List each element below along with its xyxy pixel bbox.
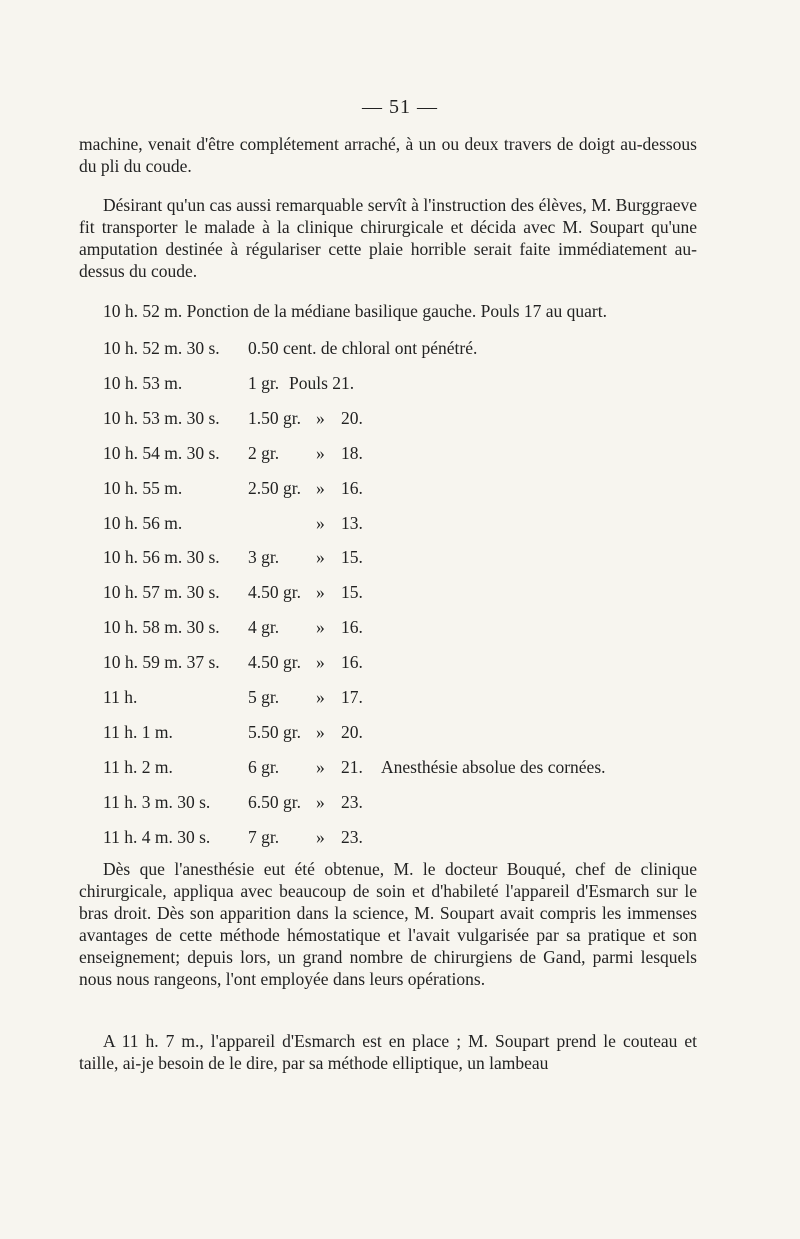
- log-dose: 0.50 cent. de chloral ont pénétré.: [248, 338, 478, 358]
- ponction-line: 10 h. 52 m. Ponction de la médiane basilique gauche. Pouls 17 au quart.: [103, 301, 607, 321]
- page-number: — 51 —: [362, 96, 438, 118]
- log-pulse: 17.: [341, 687, 363, 707]
- log-pulse: 20.: [341, 407, 363, 428]
- log-dose: 4.50 gr.: [248, 652, 301, 673]
- log-pulse: 23.: [341, 826, 363, 847]
- log-dose: 7 gr.: [248, 826, 280, 847]
- log-time: 11 h.: [103, 687, 138, 707]
- log-dose: 1 gr.: [248, 372, 280, 393]
- log-pulse: 23.: [341, 791, 363, 812]
- log-pulse: Pouls 21.: [289, 372, 355, 393]
- log-time: 11 h. 1 m.: [103, 721, 173, 742]
- log-time: 10 h. 52 m. 30 s.: [103, 338, 220, 358]
- log-time: 11 h. 2 m.: [103, 756, 173, 777]
- log-dose: 3 gr.: [248, 547, 280, 568]
- log-time: 10 h. 58 m. 30 s.: [103, 617, 220, 638]
- log-time: 10 h. 56 m. 30 s.: [103, 547, 220, 568]
- log-ditto-mark: »: [316, 687, 325, 707]
- log-ditto-mark: »: [316, 791, 325, 812]
- log-ditto-mark: »: [316, 617, 325, 638]
- log-dose: 6 gr.: [248, 756, 280, 777]
- log-ditto-mark: »: [316, 407, 325, 428]
- log-pulse: 21.: [341, 756, 363, 777]
- log-dose: 6.50 gr.: [248, 791, 301, 812]
- log-dose: 4.50 gr.: [248, 582, 301, 603]
- log-pulse: 16.: [341, 652, 363, 673]
- log-pulse: 13.: [341, 512, 363, 533]
- log-pulse: 20.: [341, 721, 363, 742]
- paragraph-esmarch: Dès que l'anesthésie eut été obtenue, M. le docteur Bouqué, chef de clinique chirurgicale, appliqua avec beaucoup de soin et d'habileté l'appareil d'Esmarch sur le bras droit. Dès son apparition dans la science, M. Soupart avait compris les immenses avantages de cette méthode hémostatique et l'avait vulgarisée par sa pratique et son enseignement; depuis lors, un grand nombre de chirurgiens de Gand, parmi lesquels nous nous rangeons, l'ont employée dans leurs opérations.: [79, 859, 697, 989]
- log-time: 10 h. 53 m. 30 s.: [103, 407, 220, 428]
- log-time: 10 h. 57 m. 30 s.: [103, 582, 220, 603]
- log-pulse: 18.: [341, 442, 363, 463]
- log-ditto-mark: »: [316, 826, 325, 847]
- log-pulse: 16.: [341, 617, 363, 638]
- paragraph-amputation-decision: Désirant qu'un cas aussi remarquable servît à l'instruction des élèves, M. Burggraeve fit transporter le malade à la clinique chirurgicale et décida avec M. Soupart qu'une amputation destinée à régulariser cette plaie horrible serait faite immédiatement au-dessus du coude.: [79, 195, 697, 281]
- log-note: Anesthésie absolue des cornées.: [381, 756, 606, 777]
- log-time: 10 h. 55 m.: [103, 477, 183, 498]
- log-ditto-mark: »: [316, 547, 325, 568]
- log-ditto-mark: »: [316, 442, 325, 463]
- log-dose: 2 gr.: [248, 442, 280, 463]
- log-dose: 5.50 gr.: [248, 721, 301, 742]
- log-time: 10 h. 59 m. 37 s.: [103, 652, 220, 673]
- log-ditto-mark: »: [316, 582, 325, 603]
- log-time: 10 h. 53 m.: [103, 372, 183, 393]
- log-ditto-mark: »: [316, 477, 325, 498]
- log-ditto-mark: »: [316, 512, 325, 533]
- log-dose: 4 gr.: [248, 617, 280, 638]
- paragraph-operation: A 11 h. 7 m., l'appareil d'Esmarch est en place ; M. Soupart prend le couteau et taille, ai-je besoin de le dire, par sa méthode elliptique, un lambeau: [79, 1031, 697, 1073]
- log-dose: 2.50 gr.: [248, 477, 301, 498]
- log-pulse: 15.: [341, 582, 363, 603]
- log-pulse: 16.: [341, 477, 363, 498]
- log-ditto-mark: »: [316, 721, 325, 742]
- log-ditto-mark: »: [316, 756, 325, 777]
- log-time: 11 h. 4 m. 30 s.: [103, 826, 211, 847]
- log-dose: 1.50 gr.: [248, 407, 301, 428]
- log-pulse: 15.: [341, 547, 363, 568]
- log-time: 11 h. 3 m. 30 s.: [103, 791, 211, 812]
- log-time: 10 h. 56 m.: [103, 512, 183, 533]
- log-dose: 5 gr.: [248, 687, 280, 707]
- log-time: 10 h. 54 m. 30 s.: [103, 442, 220, 463]
- paragraph-continuation: machine, venait d'être complétement arraché, à un ou deux travers de doigt au-dessous du pli du coude.: [79, 134, 697, 176]
- log-ditto-mark: »: [316, 652, 325, 673]
